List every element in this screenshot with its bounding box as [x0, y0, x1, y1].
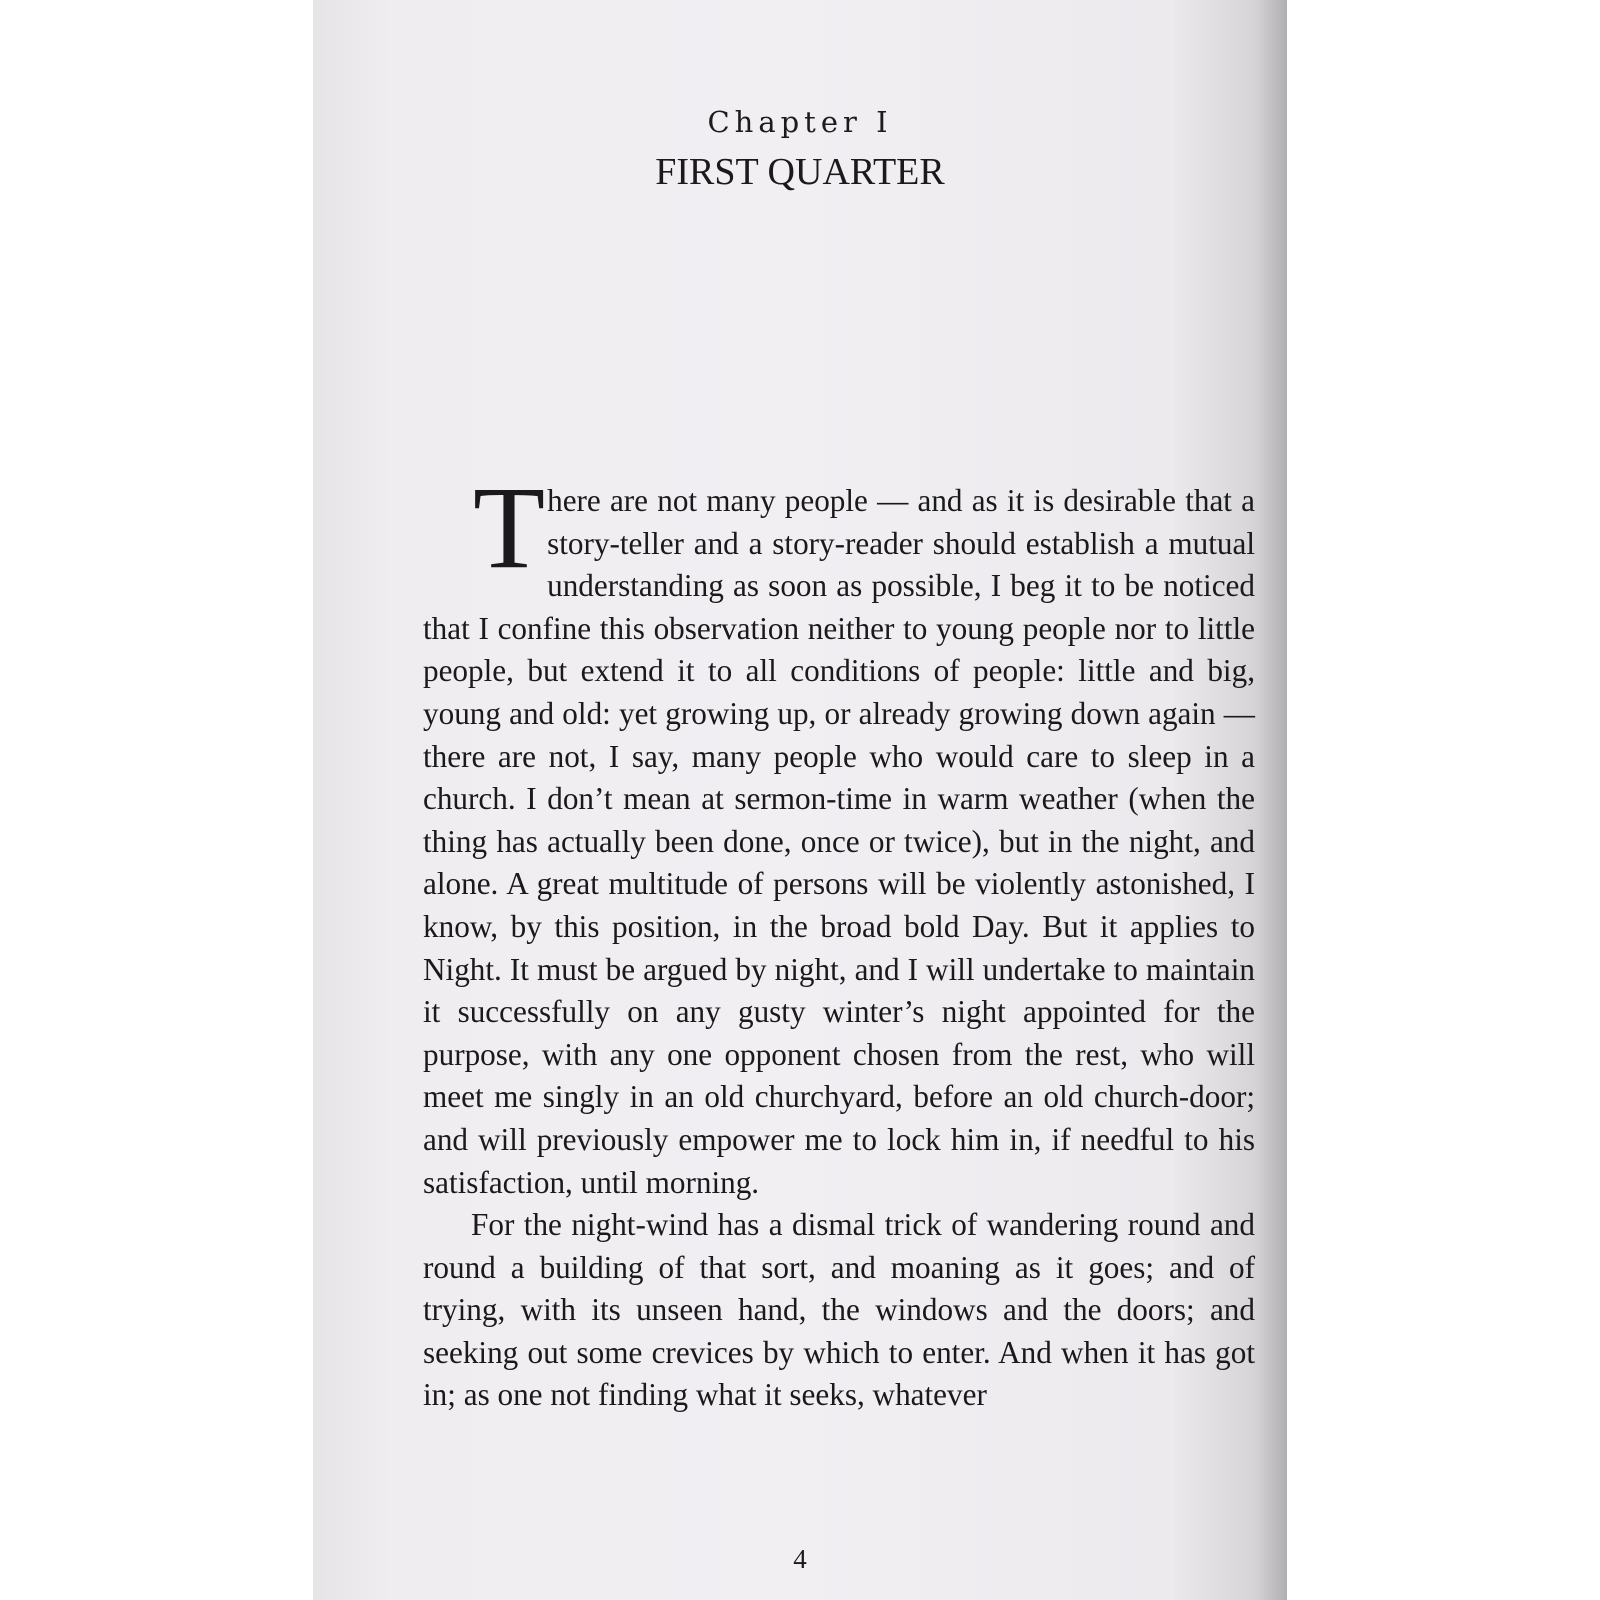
paragraph-1-text: here are not many people — and as it is desirable that a story-teller and a story-reader should establish a mutual understanding as soon as possible, I beg it to be noticed that I confine this observation neither to young people nor to little people, but extend it to all conditions of people: little and big, young and old: yet growing up, or already growing down again — there are not, I say, many people who would care to sleep in a church. I don’t mean at sermon-time in warm weather (when the thing has actually been done, once or twice), but in the night, and alone. A great multitude of persons will be violently astonished, I know, by this position, in the broad bold Day. But it applies to Night. It must be argued by night, and I will undertake to maintain it successfully on any gusty winter’s night appointed for the purpose, with any one opponent chosen from the rest, who will meet me singly in an old churchyard, before an old church-door; and will previously empower me to lock him in, if needful to his satisfaction, until morning. [423, 483, 1255, 1200]
drop-cap: T [473, 462, 546, 593]
page-number: 4 [793, 1544, 807, 1574]
body-text [423, 462, 1255, 1417]
page-gutter-shadow [1257, 0, 1287, 1600]
paragraph-2: For the night-wind has a dismal trick of wandering round and round a building of that sort, and moaning as it goes; and of trying, with its unseen hand, the windows and the doors; and seeking out some crevices by which to enter. And when it has got in; as one not finding what it seeks, whatever [423, 1207, 1255, 1413]
book-page [313, 0, 1287, 1600]
paragraph-1 [423, 462, 1255, 1204]
chapter-label: Chapter I [707, 105, 893, 139]
chapter-title: FIRST QUARTER [655, 151, 945, 193]
